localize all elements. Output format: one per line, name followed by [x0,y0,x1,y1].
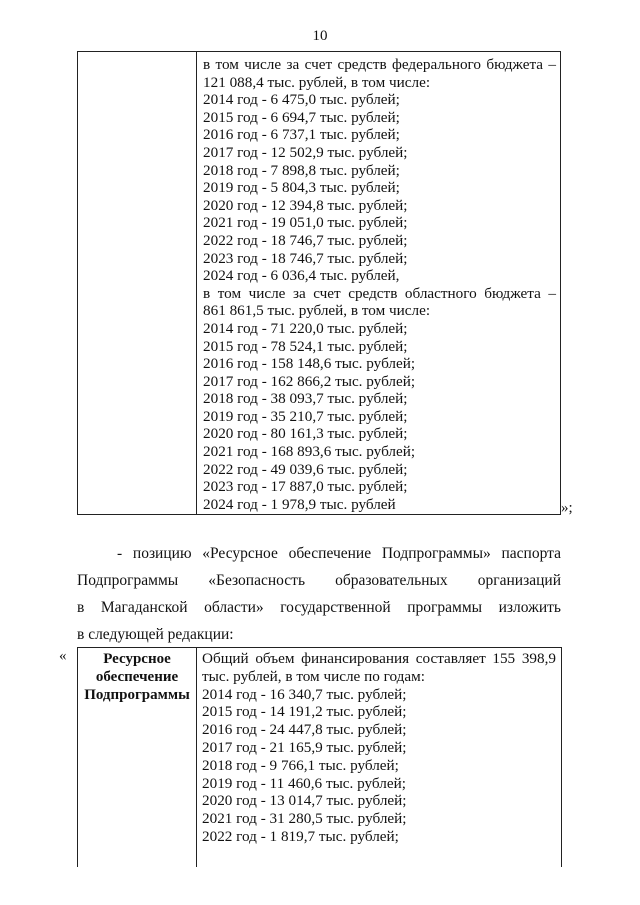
row-label [78,650,196,704]
funding-line: 2022 год - 18 746,7 тыс. рублей; [203,231,408,249]
funding-line: 861 861,5 тыс. рублей, в том числе: [203,302,431,320]
funding-line: 2021 год - 19 051,0 тыс. рублей; [203,214,408,232]
funding-line: 2020 год - 80 161,3 тыс. рублей; [203,425,408,443]
paragraph-line: в Магаданской области» государственной программы изложить [77,599,561,616]
funding-line: 2017 год - 162 866,2 тыс. рублей; [203,372,416,390]
funding-line: 2020 год - 13 014,7 тыс. рублей; [202,792,407,810]
funding-line: 2018 год - 7 898,8 тыс. рублей; [203,161,400,179]
funding-line: 2014 год - 6 475,0 тыс. рублей; [203,91,400,109]
funding-line: в том числе за счет средств федерального бюджета – [203,56,556,73]
funding-line: 2018 год - 38 093,7 тыс. рублей; [203,390,408,408]
column-divider [196,52,197,514]
row-label-line: Ресурсное [103,651,171,667]
amendment-paragraph [77,540,561,648]
funding-line: 2015 год - 6 694,7 тыс. рублей; [203,108,400,126]
funding-line: 2016 год - 24 447,8 тыс. рублей; [202,721,407,739]
funding-line: 2021 год - 168 893,6 тыс. рублей; [203,443,416,461]
funding-line: 2017 год - 12 502,9 тыс. рублей; [203,143,408,161]
funding-line: 2015 год - 14 191,2 тыс. рублей; [202,703,407,721]
funding-line: 2018 год - 9 766,1 тыс. рублей; [202,756,399,774]
closing-quote-mark: »; [561,500,573,516]
funding-line: 2017 год - 21 165,9 тыс. рублей; [202,738,407,756]
column-divider [196,648,197,867]
funding-line: тыс. рублей, в том числе по годам: [202,667,425,685]
funding-line: 2016 год - 158 148,6 тыс. рублей; [203,355,416,373]
funding-line: 2016 год - 6 737,1 тыс. рублей; [203,126,400,144]
funding-line: 2019 год - 5 804,3 тыс. рублей; [203,179,400,197]
funding-lines [203,56,556,513]
funding-line: в том числе за счет средств областного бюджета – [203,284,556,302]
funding-line: Общий объем финансирования составляет 155 398,9 [202,650,556,667]
funding-line: 2023 год - 17 887,0 тыс. рублей; [203,478,408,496]
paragraph-line: в следующей редакции: [77,626,234,643]
opening-quote-mark: « [59,648,67,664]
funding-line: 2024 год - 1 978,9 тыс. рублей [203,495,396,513]
paragraph-line: - позицию «Ресурсное обеспечение Подпрограммы» паспорта [117,545,561,562]
funding-line: 2022 год - 49 039,6 тыс. рублей; [203,460,408,478]
funding-table-continued [77,51,561,515]
funding-line: 2022 год - 1 819,7 тыс. рублей; [202,827,399,845]
funding-line: 2019 год - 11 460,6 тыс. рублей; [202,774,406,792]
funding-lines [202,650,556,846]
funding-line: 2020 год - 12 394,8 тыс. рублей; [203,196,408,214]
row-label-line: обеспечение [95,669,179,685]
funding-line: 2015 год - 78 524,1 тыс. рублей; [203,337,408,355]
page-number: 10 [312,28,328,44]
funding-line: 2023 год - 18 746,7 тыс. рублей; [203,249,408,267]
paragraph-line: Подпрограммы «Безопасность образовательных организаций [77,572,561,589]
resource-provision-table [77,647,562,867]
funding-line: 2024 год - 6 036,4 тыс. рублей, [203,267,400,285]
funding-line: 2019 год - 35 210,7 тыс. рублей; [203,407,408,425]
funding-line: 2014 год - 71 220,0 тыс. рублей; [203,319,408,337]
funding-line: 121 088,4 тыс. рублей, в том числе: [203,73,431,91]
funding-line: 2014 год - 16 340,7 тыс. рублей; [202,685,407,703]
row-label-line: Подпрограммы [84,687,190,703]
funding-line: 2021 год - 31 280,5 тыс. рублей; [202,810,407,828]
